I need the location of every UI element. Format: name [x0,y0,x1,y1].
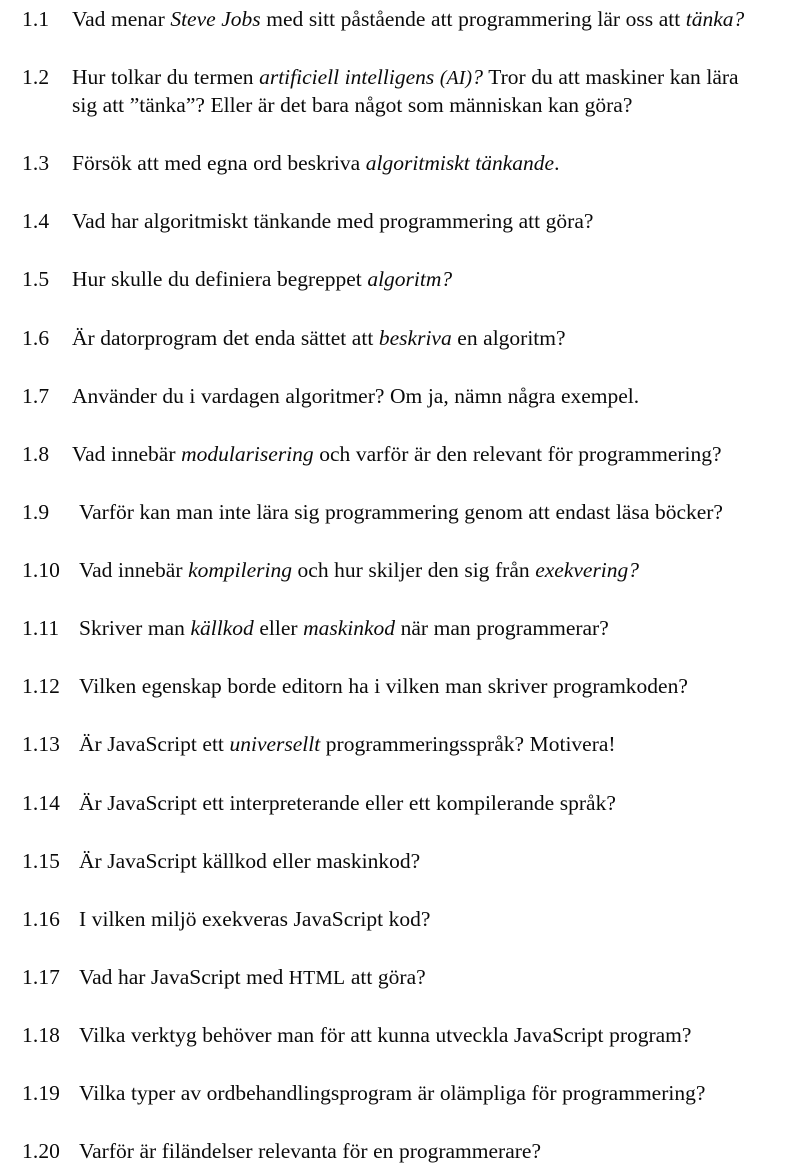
question-item [18,1022,768,1050]
question-number: 1.19 [22,1081,61,1106]
question-text: Vilka verktyg behöver man för att kunna utveckla JavaScript program? [79,1023,692,1048]
question-item [18,848,768,876]
question-text: Vad innebär modularisering och varför är den relevant för programmering? [72,441,722,466]
question-item [18,673,768,701]
question-text: Är JavaScript ett interpreterande eller ett kompilerande språk? [79,790,616,815]
question-number: 1.11 [22,616,60,641]
question-text: Försök att med egna ord beskriva algoritmiskt tänkande. [72,151,560,176]
question-item [18,383,768,411]
question-number: 1.15 [22,848,61,873]
question-number: 1.12 [22,674,61,699]
question-item [18,557,768,585]
question-number: 1.6 [22,325,50,350]
question-text: Vad har algoritmiskt tänkande med programmering att göra? [72,209,594,234]
question-number: 1.17 [22,964,61,989]
question-list [18,6,768,1166]
question-number: 1.9 [22,499,50,524]
question-number: 1.5 [22,267,50,292]
question-item [18,64,768,120]
question-number: 1.8 [22,441,50,466]
question-text: Varför är filändelser relevanta för en programmerare? [79,1139,541,1164]
question-item [18,790,768,818]
question-number: 1.2 [22,65,50,90]
question-text: Använder du i vardagen algoritmer? Om ja, nämn några exempel. [72,383,640,408]
question-item [18,150,768,178]
question-text: Hur skulle du definiera begreppet algoritm? [72,267,453,292]
question-number: 1.7 [22,383,50,408]
question-item [18,208,768,236]
question-item [18,1080,768,1108]
question-text: Skriver man källkod eller maskinkod när man programmerar? [79,616,609,641]
question-item [18,266,768,294]
question-text: Är datorprogram det enda sättet att beskriva en algoritm? [72,325,566,350]
question-text: I vilken miljö exekveras JavaScript kod? [79,906,431,931]
question-number: 1.4 [22,209,50,234]
question-item [18,731,768,759]
question-number: 1.20 [22,1139,61,1164]
question-number: 1.18 [22,1023,61,1048]
question-number: 1.1 [22,7,50,31]
question-item [18,441,768,469]
question-item [18,6,768,34]
question-item [18,615,768,643]
question-number: 1.10 [22,558,61,583]
question-text: Vilken egenskap borde editorn ha i vilken man skriver programkoden? [79,674,688,699]
question-text: Varför kan man inte lära sig programmering genom att endast läsa böcker? [79,499,723,524]
question-text: Vad har JavaScript med HTML att göra? [79,964,426,989]
question-text: Vilka typer av ordbehandlingsprogram är olämpliga för programmering? [79,1081,706,1106]
question-text: Hur tolkar du termen artificiell intelligens (AI)? Tror du att maskiner kan lära sig att ”tänka”? Eller är det bara något som människan kan göra? [72,65,739,118]
question-item [18,906,768,934]
question-item [18,1138,768,1166]
question-item [18,499,768,527]
question-number: 1.16 [22,906,61,931]
question-number: 1.14 [22,790,61,815]
question-number: 1.3 [22,151,50,176]
question-number: 1.13 [22,732,61,757]
question-text: Är JavaScript ett universellt programmeringsspråk? Motivera! [79,732,616,757]
question-item [18,964,768,992]
question-text: Är JavaScript källkod eller maskinkod? [79,848,421,873]
question-item [18,325,768,353]
question-text: Vad menar Steve Jobs med sitt påstående att programmering lär oss att tänka? [72,7,745,31]
question-text: Vad innebär kompilering och hur skiljer den sig från exekvering? [79,558,640,583]
